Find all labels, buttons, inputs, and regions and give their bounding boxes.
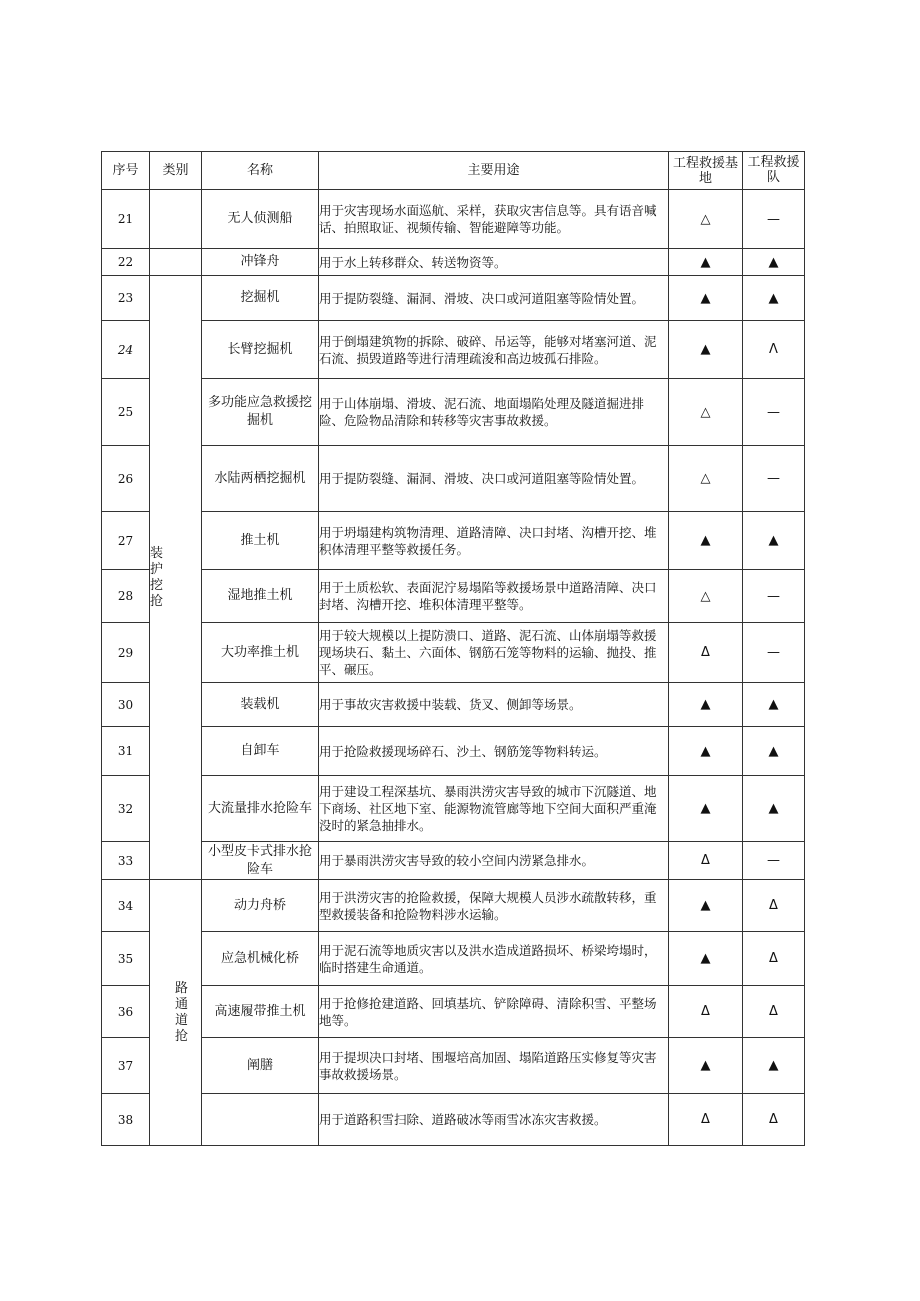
category-cell-empty	[150, 190, 202, 249]
row-name: 阐膳	[202, 1038, 319, 1094]
row-name: 自卸车	[202, 727, 319, 776]
row-no: 23	[102, 276, 150, 321]
base-mark: ▲	[669, 1038, 743, 1094]
row-name: 大功率推土机	[202, 623, 319, 683]
row-name: 冲锋舟	[202, 249, 319, 276]
base-mark: ▲	[669, 512, 743, 570]
team-mark: —	[743, 570, 805, 623]
table-row	[102, 623, 805, 683]
row-use: 用于泥石流等地质灾害以及洪水造成道路损坏、桥梁垮塌时，临时搭建生命通道。	[319, 932, 669, 986]
row-use: 用于抢修抢建道路、回填基坑、铲除障碍、清除积雪、平整场地等。	[319, 986, 669, 1038]
header-use: 主要用途	[319, 152, 669, 190]
header-row	[102, 152, 805, 190]
row-no: 35	[102, 932, 150, 986]
row-name	[202, 1094, 319, 1146]
row-no: 32	[102, 776, 150, 842]
row-name: 动力舟桥	[202, 880, 319, 932]
table-row	[102, 321, 805, 379]
row-use: 用于灾害现场水面巡航、采样，获取灾害信息等。具有语音喊话、拍照取证、视频传输、智能避障等功能。	[319, 190, 669, 249]
table-row	[102, 727, 805, 776]
team-mark: Δ	[743, 880, 805, 932]
row-name: 挖掘机	[202, 276, 319, 321]
row-name: 应急机械化桥	[202, 932, 319, 986]
base-mark: △	[669, 446, 743, 512]
team-mark: ▲	[743, 683, 805, 727]
row-no: 25	[102, 379, 150, 446]
table-row	[102, 570, 805, 623]
row-use: 用于较大规模以上提防溃口、道路、泥石流、山体崩塌等救援现场块石、黏土、六面体、钢筋石笼等物料的运输、抛投、推平、碾压。	[319, 623, 669, 683]
base-mark: ▲	[669, 683, 743, 727]
header-category: 类别	[150, 152, 202, 190]
base-mark: Δ	[669, 986, 743, 1038]
team-mark: —	[743, 842, 805, 880]
table-row	[102, 683, 805, 727]
team-mark: Δ	[743, 1094, 805, 1146]
team-mark: Δ	[743, 986, 805, 1038]
row-no: 34	[102, 880, 150, 932]
row-no: 36	[102, 986, 150, 1038]
row-use: 用于事故灾害救援中装载、货叉、侧卸等场景。	[319, 683, 669, 727]
team-mark: —	[743, 446, 805, 512]
base-mark: △	[669, 190, 743, 249]
row-use: 用于提防裂缝、漏洞、滑坡、决口或河道阻塞等险情处置。	[319, 276, 669, 321]
row-name: 多功能应急救援挖掘机	[202, 379, 319, 446]
table-row	[102, 842, 805, 880]
row-no: 29	[102, 623, 150, 683]
team-mark: ▲	[743, 727, 805, 776]
team-mark: —	[743, 190, 805, 249]
base-mark: ▲	[669, 321, 743, 379]
row-no: 26	[102, 446, 150, 512]
row-no: 28	[102, 570, 150, 623]
base-mark: △	[669, 570, 743, 623]
category-label: 装护挖抢	[150, 545, 164, 609]
row-name: 大流量排水抢险车	[202, 776, 319, 842]
base-mark: ▲	[669, 880, 743, 932]
team-mark: ▲	[743, 512, 805, 570]
row-no: 30	[102, 683, 150, 727]
team-mark: ▲	[743, 1038, 805, 1094]
row-no: 31	[102, 727, 150, 776]
row-no: 38	[102, 1094, 150, 1146]
table-row	[102, 986, 805, 1038]
category-cell-empty	[150, 249, 202, 276]
base-mark: ▲	[669, 276, 743, 321]
team-mark: ▲	[743, 249, 805, 276]
base-mark: ▲	[669, 932, 743, 986]
header-no: 序号	[102, 152, 150, 190]
row-name: 长臂挖掘机	[202, 321, 319, 379]
team-mark: Λ	[743, 321, 805, 379]
row-use: 用于建设工程深基坑、暴雨洪涝灾害导致的城市下沉隧道、地下商场、社区地下室、能源物流管廊等地下空间大面积严重淹没时的紧急抽排水。	[319, 776, 669, 842]
header-name: 名称	[202, 152, 319, 190]
row-use: 用于提防裂缝、漏洞、滑坡、决口或河道阻塞等险情处置。	[319, 446, 669, 512]
table-row	[102, 446, 805, 512]
table-row	[102, 512, 805, 570]
row-use: 用于山体崩塌、滑坡、泥石流、地面塌陷处理及隧道掘进排险、危险物品清除和转移等灾害事故救援。	[319, 379, 669, 446]
row-use: 用于坍塌建构筑物清理、道路清障、决口封堵、沟槽开挖、堆积体清理平整等救援任务。	[319, 512, 669, 570]
row-name: 高速履带推土机	[202, 986, 319, 1038]
header-team: 工程救援队	[743, 152, 805, 190]
table-row	[102, 776, 805, 842]
base-mark: ▲	[669, 776, 743, 842]
row-name: 推土机	[202, 512, 319, 570]
team-mark: —	[743, 379, 805, 446]
row-use: 用于洪涝灾害的抢险救援，保障大规模人员涉水疏散转移，重型救援装备和抢险物料涉水运输。	[319, 880, 669, 932]
table-row	[102, 1038, 805, 1094]
row-use: 用于道路积雪扫除、道路破冰等雨雪冰冻灾害救援。	[319, 1094, 669, 1146]
row-no: 22	[102, 249, 150, 276]
team-mark: Δ	[743, 932, 805, 986]
row-use: 用于倒塌建筑物的拆除、破碎、吊运等，能够对堵塞河道、泥石流、损毁道路等进行清理疏浚和高边坡孤石排险。	[319, 321, 669, 379]
team-mark: —	[743, 623, 805, 683]
equipment-table	[101, 151, 805, 1146]
category-cell	[150, 276, 202, 880]
row-use: 用于水上转移群众、转送物资等。	[319, 249, 669, 276]
base-mark: Δ	[669, 1094, 743, 1146]
row-name: 装载机	[202, 683, 319, 727]
row-no: 27	[102, 512, 150, 570]
base-mark: Δ	[669, 842, 743, 880]
row-name: 小型皮卡式排水抢险车	[202, 842, 319, 880]
row-no: 21	[102, 190, 150, 249]
row-use: 用于提坝决口封堵、围堰培高加固、塌陷道路压实修复等灾害事故救援场景。	[319, 1038, 669, 1094]
base-mark: △	[669, 379, 743, 446]
base-mark: ▲	[669, 727, 743, 776]
table-row	[102, 379, 805, 446]
row-name: 水陆两栖挖掘机	[202, 446, 319, 512]
row-name: 湿地推土机	[202, 570, 319, 623]
base-mark: ▲	[669, 249, 743, 276]
row-name: 无人侦测船	[202, 190, 319, 249]
team-mark: ▲	[743, 276, 805, 321]
header-base: 工程救援基地	[669, 152, 743, 190]
team-mark: ▲	[743, 776, 805, 842]
category-cell	[150, 880, 202, 1146]
row-use: 用于抢险救援现场碎石、沙土、钢筋笼等物料转运。	[319, 727, 669, 776]
row-no: 37	[102, 1038, 150, 1094]
base-mark: Δ	[669, 623, 743, 683]
table-row	[102, 1094, 805, 1146]
row-no: 24	[102, 321, 150, 379]
row-no: 33	[102, 842, 150, 880]
table-row	[102, 249, 805, 276]
row-use: 用于土质松软、表面泥泞易塌陷等救援场景中道路清障、决口封堵、沟槽开挖、堆积体清理平整等。	[319, 570, 669, 623]
table-row	[102, 276, 805, 321]
table-row	[102, 880, 805, 932]
table-row	[102, 932, 805, 986]
table-row	[102, 190, 805, 249]
category-label: 路通道抢	[175, 980, 189, 1044]
row-use: 用于暴雨洪涝灾害导致的较小空间内涝紧急排水。	[319, 842, 669, 880]
